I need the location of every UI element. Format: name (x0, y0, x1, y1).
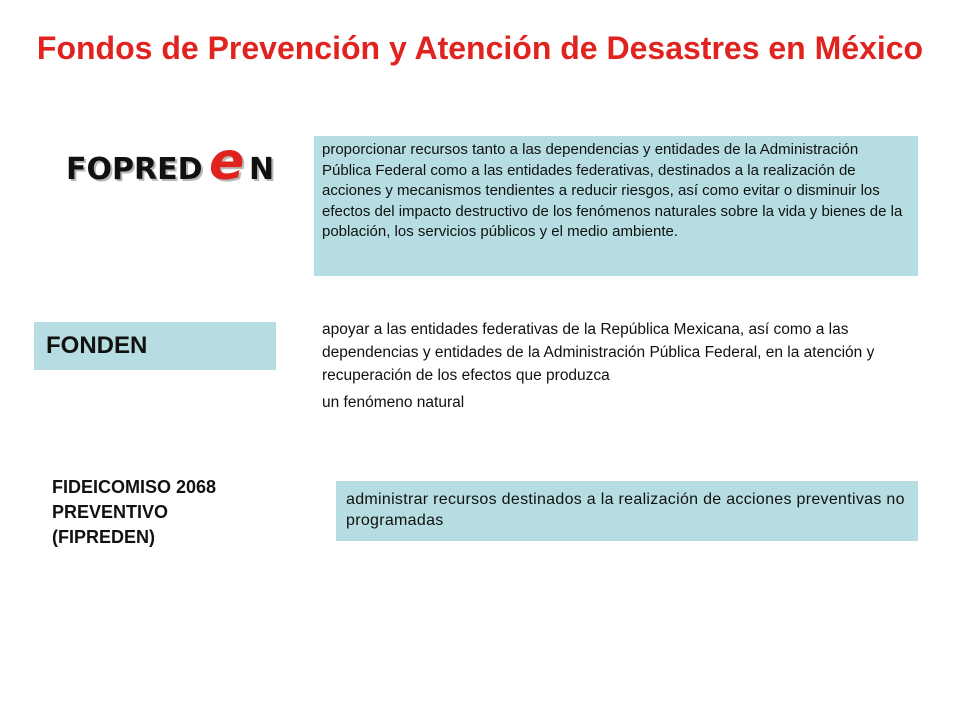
fonden-description (322, 318, 912, 414)
logo-text-suffix: N (249, 152, 275, 187)
fideicomiso-description: administrar recursos destinados a la realización de acciones preventivas no programadas (336, 481, 918, 541)
fideicomiso-label-line1: FIDEICOMISO 2068 (52, 477, 217, 497)
fideicomiso-label-line2: PREVENTIVO (52, 502, 169, 522)
fonden-label: FONDEN (34, 322, 276, 370)
logo-text-prefix: FOPRED (66, 152, 203, 187)
fideicomiso-label (52, 475, 312, 550)
fopreden-description: proporcionar recursos tanto a las dependencias y entidades de la Administración Pública Federal como a las entidades federativas, destinados a la realización de acciones y mecanismos tendientes a reducir riesgos, así como evitar o disminuir los efectos del impacto destructivo de los fenómenos naturales sobre la vida y bienes de la población, los servicios públicos y el medio ambiente. (314, 136, 918, 276)
fopreden-logo (66, 132, 276, 192)
fideicomiso-label-line3: (FIPREDEN) (52, 527, 155, 547)
logo-red-e: e (209, 132, 245, 192)
slide-title: Fondos de Prevención y Atención de Desastres en México (36, 30, 924, 66)
fonden-description-end: un fenómeno natural (322, 394, 465, 411)
fonden-description-main: apoyar a las entidades federativas de la República Mexicana, así como a las dependencias y entidades de la Administración Pública Federal, en la atención y recuperación de los efectos que produzca (322, 321, 875, 384)
